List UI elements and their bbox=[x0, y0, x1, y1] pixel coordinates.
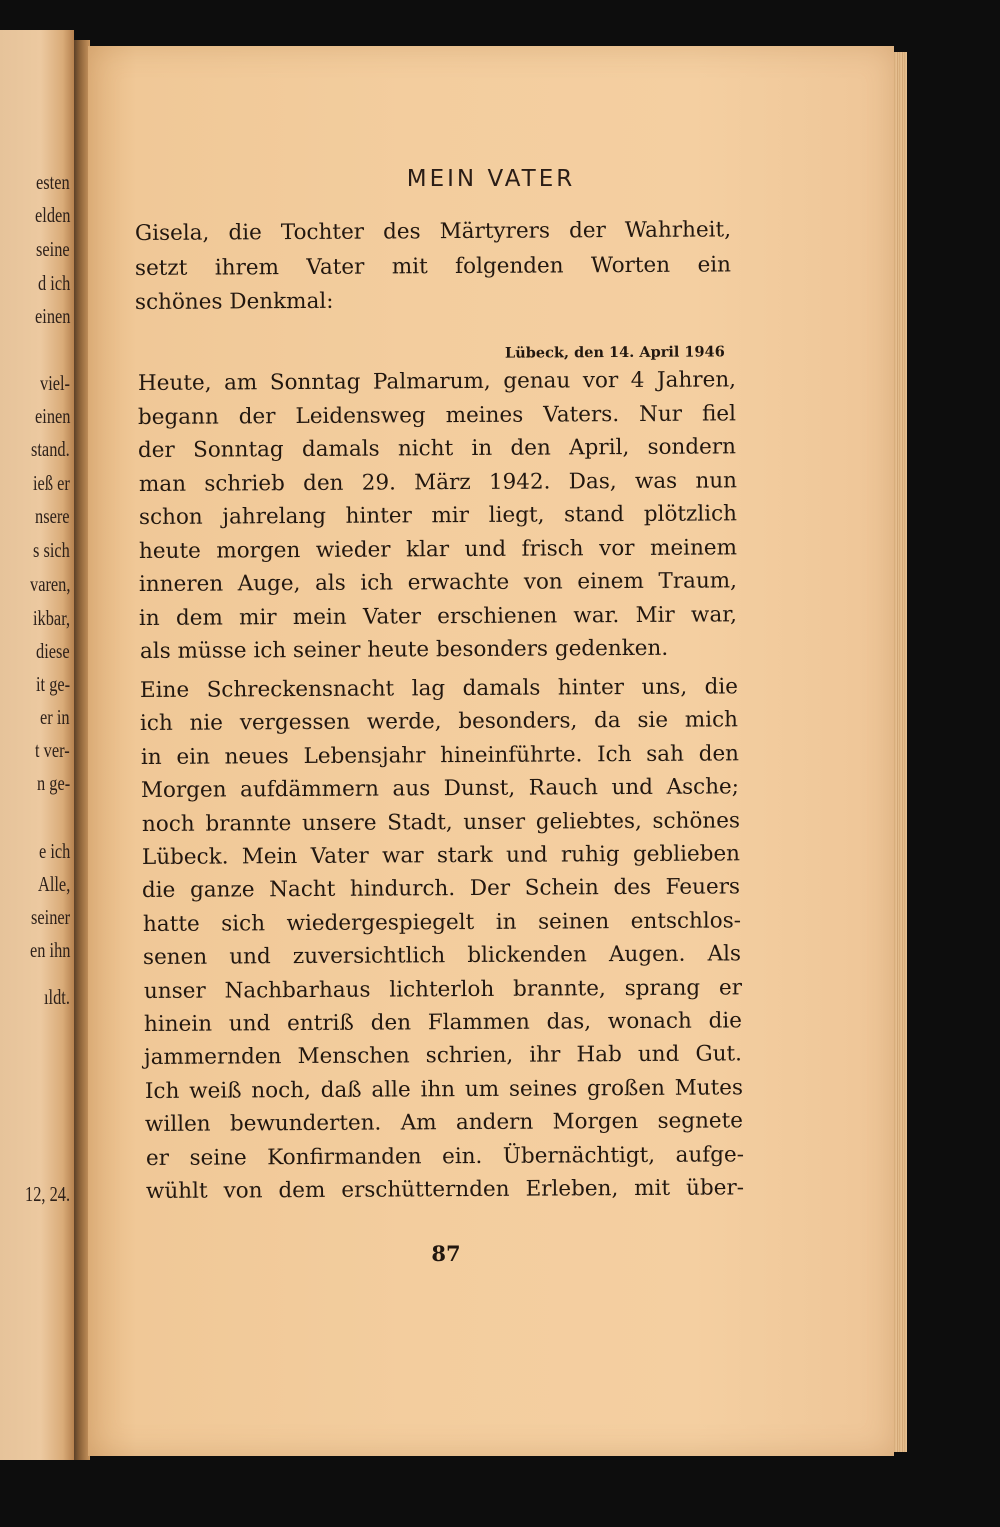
text-line: er seine Konfirmanden ein. Übernächtigt, aufge- bbox=[145, 1141, 744, 1171]
text-line: setzt ihrem Vater mit folgenden Worten ein bbox=[134, 251, 732, 281]
text-line: man schrieb den 29. März 1942. Das, was nun bbox=[138, 467, 737, 497]
previous-page-text: stand. bbox=[31, 437, 70, 461]
previous-page-text: nsere bbox=[35, 504, 70, 528]
previous-page-text: er in bbox=[40, 705, 70, 729]
previous-page-text: einen bbox=[34, 404, 70, 428]
text-line: begann der Leidensweg meines Vaters. Nur fiel bbox=[138, 400, 737, 430]
page-number: 87 bbox=[431, 1241, 461, 1266]
text-line: schönes Denkmal: bbox=[134, 288, 334, 315]
text-line: unser Nachbarhaus lichterloh brannte, sprang er bbox=[143, 974, 742, 1004]
previous-page-text: it ge- bbox=[35, 672, 70, 696]
text-line: Ich weiß noch, daß alle ihn um seines großen Mutes bbox=[144, 1075, 743, 1104]
previous-page-text: d ich bbox=[37, 271, 70, 295]
text-line: heute morgen wieder klar und frisch vor meinem bbox=[138, 534, 738, 564]
previous-page-text: s sich bbox=[33, 538, 70, 562]
previous-page-text: diese bbox=[36, 639, 70, 663]
previous-page-text: elden bbox=[34, 203, 70, 227]
previous-page-text: t ver- bbox=[35, 738, 70, 762]
text-line: noch brannte unsere Stadt, unser geliebtes, schönes bbox=[141, 807, 740, 837]
previous-page-text: seiner bbox=[30, 905, 70, 929]
text-line: hinein und entriß den Flammen das, wonach die bbox=[143, 1008, 743, 1037]
text-line: der Sonntag damals nicht in den April, sondern bbox=[138, 434, 737, 463]
previous-page-text: en ihn bbox=[29, 938, 70, 962]
text-line: Eine Schreckensnacht lag damals hinter uns, die bbox=[139, 674, 739, 703]
text-line: inneren Auge, als ich erwachte von einem Traum, bbox=[139, 568, 738, 597]
previous-page-text: viel- bbox=[39, 371, 70, 395]
text-line: die ganze Nacht hindurch. Der Schein des Feuers bbox=[142, 874, 741, 904]
previous-page-text: ieß er bbox=[33, 471, 70, 495]
book-page bbox=[88, 46, 894, 1456]
text-line: als müsse ich seiner heute besonders gedenken. bbox=[139, 635, 668, 664]
text-line: hatte sich wiedergespiegelt in seinen entschlos- bbox=[142, 908, 741, 937]
previous-page-text: 12, 24. bbox=[24, 1182, 70, 1206]
text-line: Morgen aufdämmern aus Dunst, Rauch und Asche; bbox=[141, 774, 740, 804]
text-line: Heute, am Sonntag Palmarum, genau vor 4 Jahren, bbox=[137, 367, 737, 396]
previous-page-text: e ich bbox=[38, 839, 70, 863]
previous-page-text: Alle, bbox=[37, 872, 70, 896]
previous-page-text: einen bbox=[34, 304, 70, 328]
text-line: in ein neues Lebensjahr hineinführte. Ich sah den bbox=[140, 741, 739, 770]
text-line: Lübeck. Mein Vater war stark und ruhig geblieben bbox=[141, 841, 741, 870]
previous-page-text: varen, bbox=[29, 572, 70, 596]
running-head: MEIN VATER bbox=[406, 166, 576, 192]
text-line: jammernden Menschen schrien, ihr Hab und Gut. bbox=[144, 1041, 743, 1071]
text-line: senen und zuversichtlich blickenden Augen. Als bbox=[143, 941, 742, 971]
text-line: Gisela, die Tochter des Märtyrers der Wahrheit, bbox=[134, 217, 732, 246]
previous-page-text: ıldt. bbox=[44, 985, 70, 1009]
text-line: willen bewunderten. Am andern Morgen segnete bbox=[145, 1108, 744, 1138]
page-stack-edge bbox=[893, 52, 907, 1452]
text-line: ich nie vergessen werde, besonders, da sie mich bbox=[140, 707, 739, 737]
previous-page-text: n ge- bbox=[36, 771, 70, 795]
text-line: wühlt von dem erschütternden Erleben, mit über- bbox=[145, 1175, 745, 1204]
text-line: schon jahrelang hinter mir liegt, stand plötzlich bbox=[138, 501, 737, 530]
previous-page-text: esten bbox=[36, 170, 70, 194]
previous-page-edge bbox=[0, 30, 74, 1460]
text-line: in dem mir mein Vater erschienen war. Mir war, bbox=[139, 601, 738, 631]
dateline: Lübeck, den 14. April 1946 bbox=[504, 343, 725, 362]
previous-page-text: seine bbox=[36, 237, 70, 261]
previous-page-text: ikbar, bbox=[32, 606, 70, 630]
